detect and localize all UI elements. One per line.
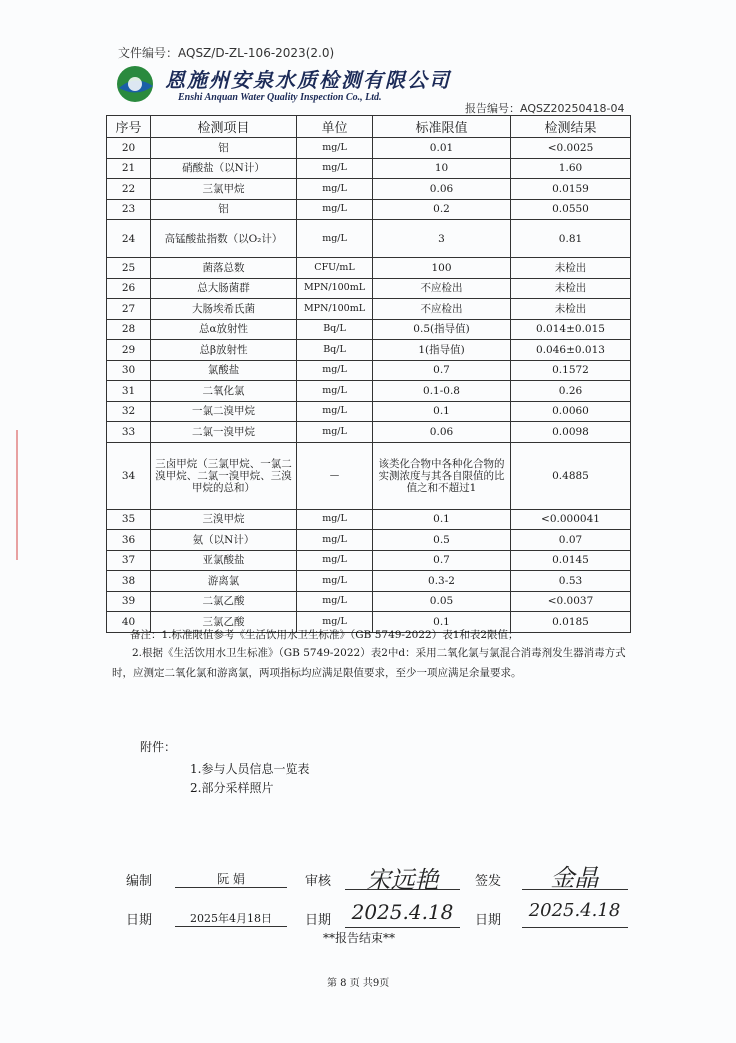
table-cell-limit: 0.06 xyxy=(373,179,511,200)
compile-date-label: 日期 xyxy=(126,913,153,928)
table-cell-unit: Bq/L xyxy=(297,340,373,361)
table-cell-result: 0.0159 xyxy=(511,179,631,200)
table-cell-limit: 0.1 xyxy=(373,401,511,422)
table-cell-item: 总α放射性 xyxy=(151,319,297,340)
table-cell-item: 二氯一溴甲烷 xyxy=(151,422,297,443)
table-cell-result: 0.046±0.013 xyxy=(511,340,631,361)
table-cell-limit: 3 xyxy=(373,220,511,258)
table-cell-unit: mg/L xyxy=(297,550,373,571)
table-cell-unit: mg/L xyxy=(297,179,373,200)
table-cell-unit: mg/L xyxy=(297,158,373,179)
table-cell-item: 三氯乙酸 xyxy=(151,612,297,633)
table-cell-limit: 0.7 xyxy=(373,360,511,381)
table-cell-result: 未检出 xyxy=(511,299,631,320)
table-cell-item: 游离氯 xyxy=(151,571,297,592)
table-row xyxy=(107,360,631,381)
table-cell-unit: — xyxy=(297,442,373,509)
table-cell-unit: mg/L xyxy=(297,381,373,402)
table-cell-result: 0.53 xyxy=(511,571,631,592)
table-row xyxy=(107,319,631,340)
table-row xyxy=(107,299,631,320)
table-cell-result: 0.4885 xyxy=(511,442,631,509)
table-cell-result: <0.0025 xyxy=(511,138,631,159)
table-cell-result: 0.81 xyxy=(511,220,631,258)
table-row xyxy=(107,591,631,612)
table-cell-unit: mg/L xyxy=(297,530,373,551)
table-row xyxy=(107,158,631,179)
page-number: 第 8 页 共9页 xyxy=(327,978,390,989)
table-cell-item: 氨（以N计） xyxy=(151,530,297,551)
table-cell-result: 0.0145 xyxy=(511,550,631,571)
compile-name: 阮 娟 xyxy=(217,872,245,886)
table-cell-result: 0.1572 xyxy=(511,360,631,381)
table-cell-result: 0.0098 xyxy=(511,422,631,443)
table-cell-result: 1.60 xyxy=(511,158,631,179)
table-cell-no: 33 xyxy=(107,422,151,443)
table-cell-unit: mg/L xyxy=(297,612,373,633)
table-cell-item: 亚氯酸盐 xyxy=(151,550,297,571)
table-cell-result: 未检出 xyxy=(511,258,631,279)
table-cell-unit: mg/L xyxy=(297,509,373,530)
table-cell-unit: MPN/100mL xyxy=(297,299,373,320)
table-row xyxy=(107,401,631,422)
table-cell-item: 二氧化氯 xyxy=(151,381,297,402)
seal-stamp-edge xyxy=(0,430,18,560)
table-cell-no: 27 xyxy=(107,299,151,320)
table-cell-limit: 0.1-0.8 xyxy=(373,381,511,402)
table-cell-limit: 0.5(指导值) xyxy=(373,319,511,340)
table-cell-no: 25 xyxy=(107,258,151,279)
table-cell-limit: 0.7 xyxy=(373,550,511,571)
header-item: 检测项目 xyxy=(151,116,297,138)
table-cell-no: 36 xyxy=(107,530,151,551)
table-cell-no: 32 xyxy=(107,401,151,422)
table-cell-limit: 0.3-2 xyxy=(373,571,511,592)
review-sig-line xyxy=(345,888,460,890)
attachments-title: 附件： xyxy=(140,740,177,754)
table-cell-limit: 0.06 xyxy=(373,422,511,443)
table-cell-item: 硝酸盐（以N计） xyxy=(151,158,297,179)
table-cell-result: 未检出 xyxy=(511,278,631,299)
table-cell-limit: 100 xyxy=(373,258,511,279)
table-cell-result: 0.07 xyxy=(511,530,631,551)
table-row xyxy=(107,442,631,509)
table-cell-unit: Bq/L xyxy=(297,319,373,340)
review-date-line xyxy=(345,926,460,928)
table-cell-no: 29 xyxy=(107,340,151,361)
table-cell-item: 铝 xyxy=(151,138,297,159)
review-date: 2025.4.18 xyxy=(351,900,454,924)
table-cell-item: 铝 xyxy=(151,199,297,220)
table-cell-item: 三卤甲烷（三氯甲烷、一氯二溴甲烷、二氯一溴甲烷、三溴甲烷的总和） xyxy=(151,442,297,509)
issue-date: 2025.4.18 xyxy=(528,900,621,921)
table-cell-item: 一氯二溴甲烷 xyxy=(151,401,297,422)
table-row xyxy=(107,220,631,258)
table-cell-no: 34 xyxy=(107,442,151,509)
issue-sig-line xyxy=(522,888,628,890)
report-number: 报告编号：AQSZ20250418-04 xyxy=(465,102,625,115)
compile-date-line xyxy=(175,925,287,927)
table-cell-item: 总β放射性 xyxy=(151,340,297,361)
table-cell-limit: 10 xyxy=(373,158,511,179)
table-cell-no: 24 xyxy=(107,220,151,258)
attachment-item-1: 1.参与人员信息一览表 xyxy=(190,762,310,776)
review-signature: 宋远艳 xyxy=(366,866,439,894)
table-cell-result: 0.26 xyxy=(511,381,631,402)
table-cell-no: 23 xyxy=(107,199,151,220)
table-cell-item: 三氯甲烷 xyxy=(151,179,297,200)
table-cell-result: 0.0185 xyxy=(511,612,631,633)
table-cell-result: 0.0550 xyxy=(511,199,631,220)
table-row xyxy=(107,258,631,279)
header-unit: 单位 xyxy=(297,116,373,138)
table-row xyxy=(107,422,631,443)
table-cell-item: 氯酸盐 xyxy=(151,360,297,381)
table-cell-unit: CFU/mL xyxy=(297,258,373,279)
issue-signature: 金晶 xyxy=(550,864,599,892)
issue-date-line xyxy=(522,926,628,928)
report-end-mark: **报告结束** xyxy=(323,931,396,945)
table-row xyxy=(107,340,631,361)
table-cell-limit: 0.5 xyxy=(373,530,511,551)
table-cell-limit: 0.1 xyxy=(373,612,511,633)
attachment-item-2: 2.部分采样照片 xyxy=(190,781,274,795)
table-row xyxy=(107,509,631,530)
table-row xyxy=(107,179,631,200)
table-cell-no: 20 xyxy=(107,138,151,159)
table-cell-no: 38 xyxy=(107,571,151,592)
table-header-row xyxy=(107,116,631,138)
table-cell-item: 高锰酸盐指数（以O₂计） xyxy=(151,220,297,258)
table-cell-unit: mg/L xyxy=(297,138,373,159)
table-row xyxy=(107,381,631,402)
note-2: 2.根据《生活饮用水卫生标准》（GB 5749-2022）表2中d：采用二氧化氯与氯混合消毒剂发生器消毒方式时，应测定二氧化氯和游离氯，两项指标均应满足限值要求，至少一项应满足余量要求。 xyxy=(112,647,626,679)
table-cell-unit: MPN/100mL xyxy=(297,278,373,299)
table-cell-result: 0.014±0.015 xyxy=(511,319,631,340)
table-cell-no: 40 xyxy=(107,612,151,633)
table-row xyxy=(107,530,631,551)
table-cell-no: 31 xyxy=(107,381,151,402)
compile-label: 编制 xyxy=(126,874,153,889)
table-cell-limit: 该类化合物中各种化合物的实测浓度与其各自限值的比值之和不超过1 xyxy=(373,442,511,509)
compile-name-line xyxy=(175,886,287,888)
table-cell-no: 35 xyxy=(107,509,151,530)
results-table xyxy=(106,115,631,633)
table-cell-limit: 0.2 xyxy=(373,199,511,220)
table-row xyxy=(107,550,631,571)
table-cell-unit: mg/L xyxy=(297,401,373,422)
table-cell-no: 21 xyxy=(107,158,151,179)
table-cell-limit: 0.1 xyxy=(373,509,511,530)
compile-date: 2025年4月18日 xyxy=(190,912,272,925)
table-cell-result: <0.000041 xyxy=(511,509,631,530)
table-cell-no: 28 xyxy=(107,319,151,340)
table-cell-unit: mg/L xyxy=(297,199,373,220)
table-cell-unit: mg/L xyxy=(297,360,373,381)
table-cell-unit: mg/L xyxy=(297,220,373,258)
header-result: 检测结果 xyxy=(511,116,631,138)
header-limit: 标准限值 xyxy=(373,116,511,138)
table-cell-item: 二氯乙酸 xyxy=(151,591,297,612)
table-row xyxy=(107,138,631,159)
table-cell-unit: mg/L xyxy=(297,571,373,592)
table-cell-item: 总大肠菌群 xyxy=(151,278,297,299)
table-cell-unit: mg/L xyxy=(297,422,373,443)
table-cell-unit: mg/L xyxy=(297,591,373,612)
table-cell-result: <0.0037 xyxy=(511,591,631,612)
table-cell-item: 大肠埃希氏菌 xyxy=(151,299,297,320)
table-cell-no: 37 xyxy=(107,550,151,571)
table-cell-limit: 1(指导值) xyxy=(373,340,511,361)
table-cell-item: 菌落总数 xyxy=(151,258,297,279)
table-cell-no: 22 xyxy=(107,179,151,200)
table-cell-limit: 不应检出 xyxy=(373,299,511,320)
company-name-cn: 恩施州安泉水质检测有限公司 xyxy=(165,68,451,92)
table-cell-limit: 不应检出 xyxy=(373,278,511,299)
table-cell-limit: 0.05 xyxy=(373,591,511,612)
document-number: 文件编号：AQSZ/D-ZL-106-2023(2.0) xyxy=(118,46,335,60)
issue-label: 签发 xyxy=(475,874,502,889)
table-cell-no: 30 xyxy=(107,360,151,381)
note-1: 备注：1.标准限值参考《生活饮用水卫生标准》（GB 5749-2022）表1和表2限值； xyxy=(130,629,519,641)
company-logo-icon xyxy=(113,64,159,108)
table-cell-limit: 0.01 xyxy=(373,138,511,159)
table-row xyxy=(107,199,631,220)
table-cell-result: 0.0060 xyxy=(511,401,631,422)
company-name-en: Enshi Anquan Water Quality Inspection Co., Ltd. xyxy=(178,92,382,103)
issue-date-label: 日期 xyxy=(475,913,502,928)
table-row xyxy=(107,571,631,592)
table-row xyxy=(107,278,631,299)
review-label: 审核 xyxy=(305,874,332,889)
table-cell-item: 三溴甲烷 xyxy=(151,509,297,530)
header-no: 序号 xyxy=(107,116,151,138)
table-cell-no: 39 xyxy=(107,591,151,612)
table-cell-no: 26 xyxy=(107,278,151,299)
review-date-label: 日期 xyxy=(305,913,332,928)
